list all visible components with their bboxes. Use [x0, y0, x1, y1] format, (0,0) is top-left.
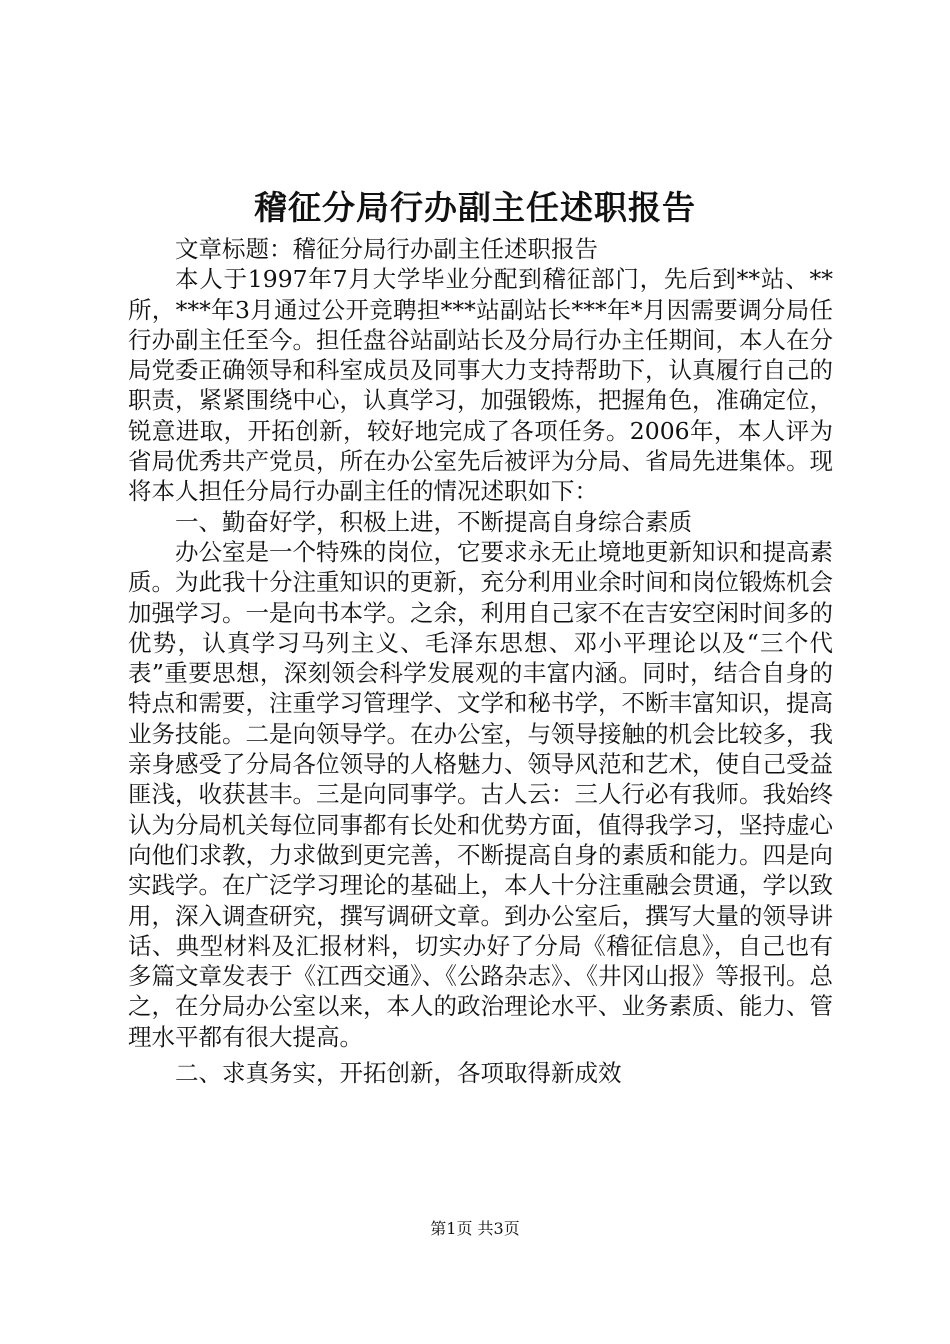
- document-body: [128, 234, 833, 1088]
- intro-paragraph: 本人于1997年7月大学毕业分配到稽征部门，先后到**站、**所，***年3月通过公开竞聘担***站副站长***年*月因需要调分局任行办副主任至今。担任盘谷站副站长及分局行办主任期间，本人在分局党委正确领导和科室成员及同事大力支持帮助下，认真履行自己的职责，紧紧围绕中心，认真学习，加强锻炼，把握角色，准确定位，锐意进取，开拓创新，较好地完成了各项任务。2006年，本人评为省局优秀共产党员，所在办公室先后被评为分局、省局先进集体。现将本人担任分局行办副主任的情况述职如下：: [128, 265, 833, 506]
- document-title: 稽征分局行办副主任述职报告: [254, 188, 696, 227]
- section-heading-1: 一、勤奋好学，积极上进，不断提高自身综合素质: [175, 507, 692, 536]
- section-heading-2: 二、求真务实，开拓创新，各项取得新成效: [175, 1059, 622, 1088]
- article-title-line: 文章标题：稽征分局行办副主任述职报告: [175, 235, 598, 263]
- page-footer: 第1页 共3页: [430, 1219, 520, 1238]
- section-1-paragraph: 办公室是一个特殊的岗位，它要求永无止境地更新知识和提高素质。为此我十分注重知识的更新，充分利用业余时间和岗位锻炼机会加强学习。一是向书本学。之余，利用自己家不在吉安空闲时间多的优势，认真学习马列主义、毛泽东思想、邓小平理论以及“三个代表”重要思想，深刻领会科学发展观的丰富内涵。同时，结合自身的特点和需要，注重学习管理学、文学和秘书学，不断丰富知识，提高业务技能。二是向领导学。在办公室，与领导接触的机会比较多，我亲身感受了分局各位领导的人格魅力、领导风范和艺术，使自己受益匪浅，收获甚丰。三是向同事学。古人云：三人行必有我师。我始终认为分局机关每位同事都有长处和优势方面，值得我学习，坚持虚心向他们求教，力求做到更完善，不断提高自身的素质和能力。四是向实践学。在广泛学习理论的基础上，本人十分注重融会贯通，学以致用，深入调查研究，撰写调研文章。到办公室后，撰写大量的领导讲话、典型材料及汇报材料，切实办好了分局《稽征信息》，自己也有多篇文章发表于《江西交通》、《公路杂志》、《井冈山报》等报刊。总之，在分局办公室以来，本人的政治理论水平、业务素质、能力、管理水平都有很大提高。: [128, 537, 833, 1051]
